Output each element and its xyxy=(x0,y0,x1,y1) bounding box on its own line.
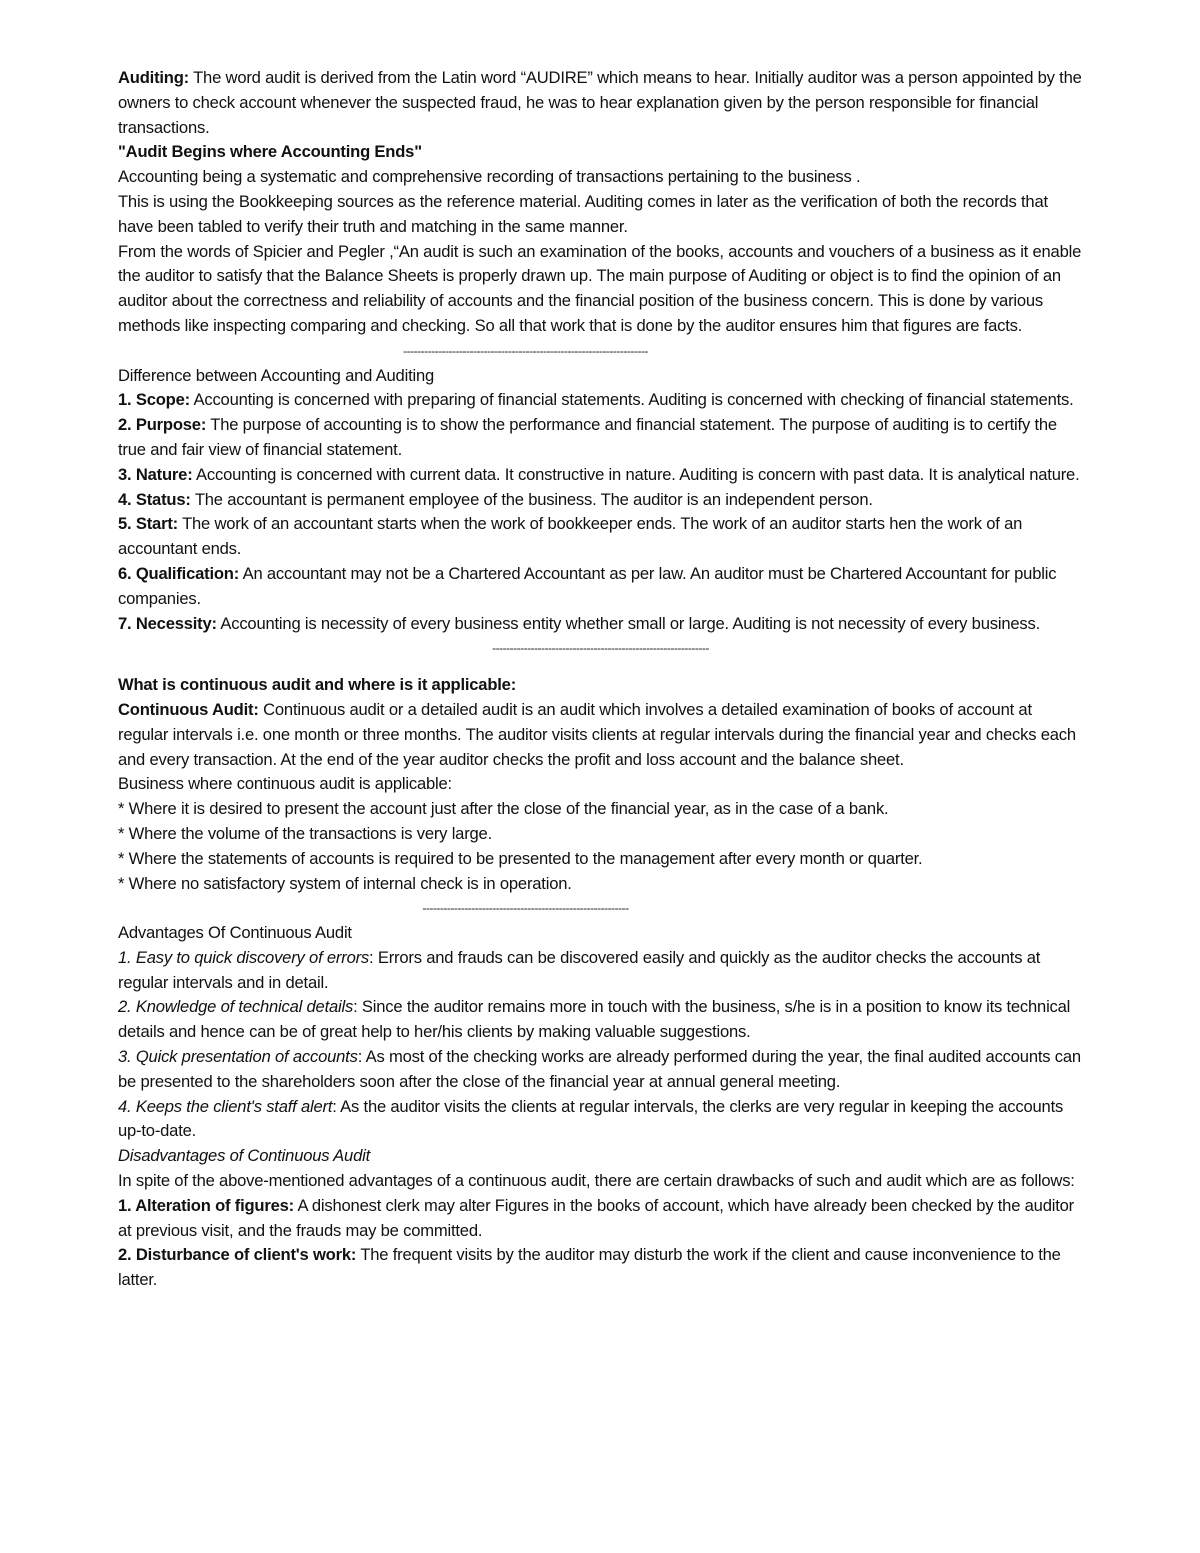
difference-item xyxy=(118,488,1083,513)
advantages-heading: Advantages Of Continuous Audit xyxy=(118,923,352,943)
separator-line: -------------------------------------------------------------- xyxy=(492,641,709,656)
difference-item xyxy=(118,388,1083,413)
document-page xyxy=(118,66,1083,1293)
intro-term: Auditing: xyxy=(118,68,190,87)
separator-line: ----------------------------------------------------------- xyxy=(422,901,629,916)
intro-p2: This is using the Bookkeeping sources as the reference material. Auditing comes in later as the verification of both the records that have been tabled to verify their truth and matching in the same manner. xyxy=(118,191,1048,236)
intro-p1: Accounting being a systematic and comprehensive recording of transactions pertaining to the business . xyxy=(118,167,861,187)
advantage-item xyxy=(118,1095,1083,1145)
applicable-bullet: * Where it is desired to present the account just after the close of the financial year, as in the case of a bank. xyxy=(118,799,889,819)
disadvantage-item xyxy=(118,1194,1083,1244)
disadvantage-label: 2. Disturbance of client's work: xyxy=(118,1245,357,1265)
difference-label: 3. Nature: xyxy=(118,464,193,484)
difference-label: 1. Scope: xyxy=(118,390,190,410)
intro-p3: From the words of Spicier and Pegler ,“An audit is such an examination of the books, accounts and vouchers of a business as it enable the auditor to satisfy that the Balance Sheets is properly drawn up. The main purpose of Auditing or object is to find the opinion of an auditor about the correctness and reliability of accounts and the financial position of the business concern. This is done by various methods like inspecting comparing and checking. So all that work that is done by the auditor ensures him that figures are facts. xyxy=(118,241,1082,335)
difference-item xyxy=(118,612,1083,637)
spacer xyxy=(118,661,1083,673)
advantage-text: : As the auditor visits the clients at regular intervals, the clerks are very regular in keeping the accounts up-to-date. xyxy=(118,1096,1064,1141)
difference-heading: Difference between Accounting and Auditing xyxy=(118,365,435,385)
separator-line: ---------------------------------------------------------------------- xyxy=(403,343,648,358)
continuous-question: What is continuous audit and where is it applicable: xyxy=(118,675,517,695)
difference-text: Accounting is necessity of every business entity whether small or large. Auditing is not necessity of every business. xyxy=(216,613,1040,633)
applicable-bullet: * Where the volume of the transactions is very large. xyxy=(118,823,492,843)
advantage-item xyxy=(118,946,1083,996)
advantage-label: 1. Easy to quick discovery of errors xyxy=(118,947,370,967)
difference-item xyxy=(118,562,1083,612)
difference-text: The accountant is permanent employee of the business. The auditor is an independent person. xyxy=(190,489,873,509)
advantage-label: 4. Keeps the client's staff alert xyxy=(118,1096,333,1116)
difference-text: An accountant may not be a Chartered Accountant as per law. An auditor must be Chartered Accountant for public companies. xyxy=(118,563,1057,608)
difference-item xyxy=(118,413,1083,463)
difference-text: The purpose of accounting is to show the performance and financial statement. The purpose of auditing is to certify the true and fair view of financial statement. xyxy=(118,415,1057,459)
disadvantages-heading-text: Disadvantages of Continuous Audit xyxy=(118,1146,370,1166)
disadvantages-heading xyxy=(118,1144,1083,1169)
intro-paragraph xyxy=(118,66,1083,140)
difference-label: 6. Qualification: xyxy=(118,563,240,583)
advantage-label: 2. Knowledge of technical details xyxy=(118,997,354,1017)
difference-item xyxy=(118,512,1083,562)
advantage-text: : As most of the checking works are already performed during the year, the final audited accounts can be presented to the shareholders soon after the close of the financial year at annual general meeting. xyxy=(118,1047,1081,1091)
advantage-text: : Since the auditor remains more in touch with the business, s/he is in a position to know its technical details and hence can be of great help to her/his clients by making valuable suggestions. xyxy=(118,997,1071,1042)
difference-text: Accounting is concerned with current data. It constructive in nature. Auditing is concern with past data. It is analytical nature. xyxy=(192,464,1080,484)
disadvantage-text: A dishonest clerk may alter Figures in the books of account, which have already been checked by the auditor at previous visit, and the frauds may be committed. xyxy=(118,1195,1074,1240)
disadvantage-item xyxy=(118,1243,1083,1293)
quote-title: "Audit Begins where Accounting Ends" xyxy=(118,142,422,162)
applicable-bullet: * Where the statements of accounts is required to be presented to the management after every month or quarter. xyxy=(118,848,923,868)
advantage-item xyxy=(118,1045,1083,1095)
applicable-bullet: * Where no satisfactory system of internal check is in operation. xyxy=(118,873,572,893)
difference-label: 5. Start: xyxy=(118,514,178,534)
disadvantage-text: The frequent visits by the auditor may disturb the work if the client and cause inconvenience to the latter. xyxy=(118,1245,1061,1290)
difference-label: 7. Necessity: xyxy=(118,613,217,633)
difference-text: The work of an accountant starts when the work of bookkeeper ends. The work of an auditor starts hen the work of an accountant ends. xyxy=(118,514,1023,559)
disadvantages-intro: In spite of the above-mentioned advantages of a continuous audit, there are certain drawbacks of such and audit which are as follows: xyxy=(118,1171,1075,1191)
advantage-text: : Errors and frauds can be discovered easily and quickly as the auditor checks the accounts at regular intervals and in detail. xyxy=(118,947,1041,992)
advantage-label: 3. Quick presentation of accounts xyxy=(118,1047,358,1067)
continuous-definition xyxy=(118,698,1083,772)
disadvantage-label: 1. Alteration of figures: xyxy=(118,1195,295,1215)
difference-item xyxy=(118,463,1083,488)
advantage-item xyxy=(118,995,1083,1045)
continuous-def-label: Continuous Audit: xyxy=(118,699,259,719)
difference-label: 2. Purpose: xyxy=(118,415,207,435)
difference-text: Accounting is concerned with preparing of financial statements. Auditing is concerned with checking of financial statements. xyxy=(189,390,1074,410)
continuous-def-text: Continuous audit or a detailed audit is an audit which involves a detailed examination of books of account at regular intervals i.e. one month or three months. The auditor visits clients at regular intervals during the financial year and checks each and every transaction. At the end of the year auditor checks the profit and loss account and the balance sheet. xyxy=(118,699,1076,769)
applicable-heading: Business where continuous audit is applicable: xyxy=(118,774,452,794)
intro-text: The word audit is derived from the Latin word “AUDIRE” which means to hear. Initially auditor was a person appointed by the owners to check account whenever the suspected fraud, he was to hear explanation given by the person responsible for financial transactions. xyxy=(118,68,1082,137)
difference-label: 4. Status: xyxy=(118,489,191,509)
